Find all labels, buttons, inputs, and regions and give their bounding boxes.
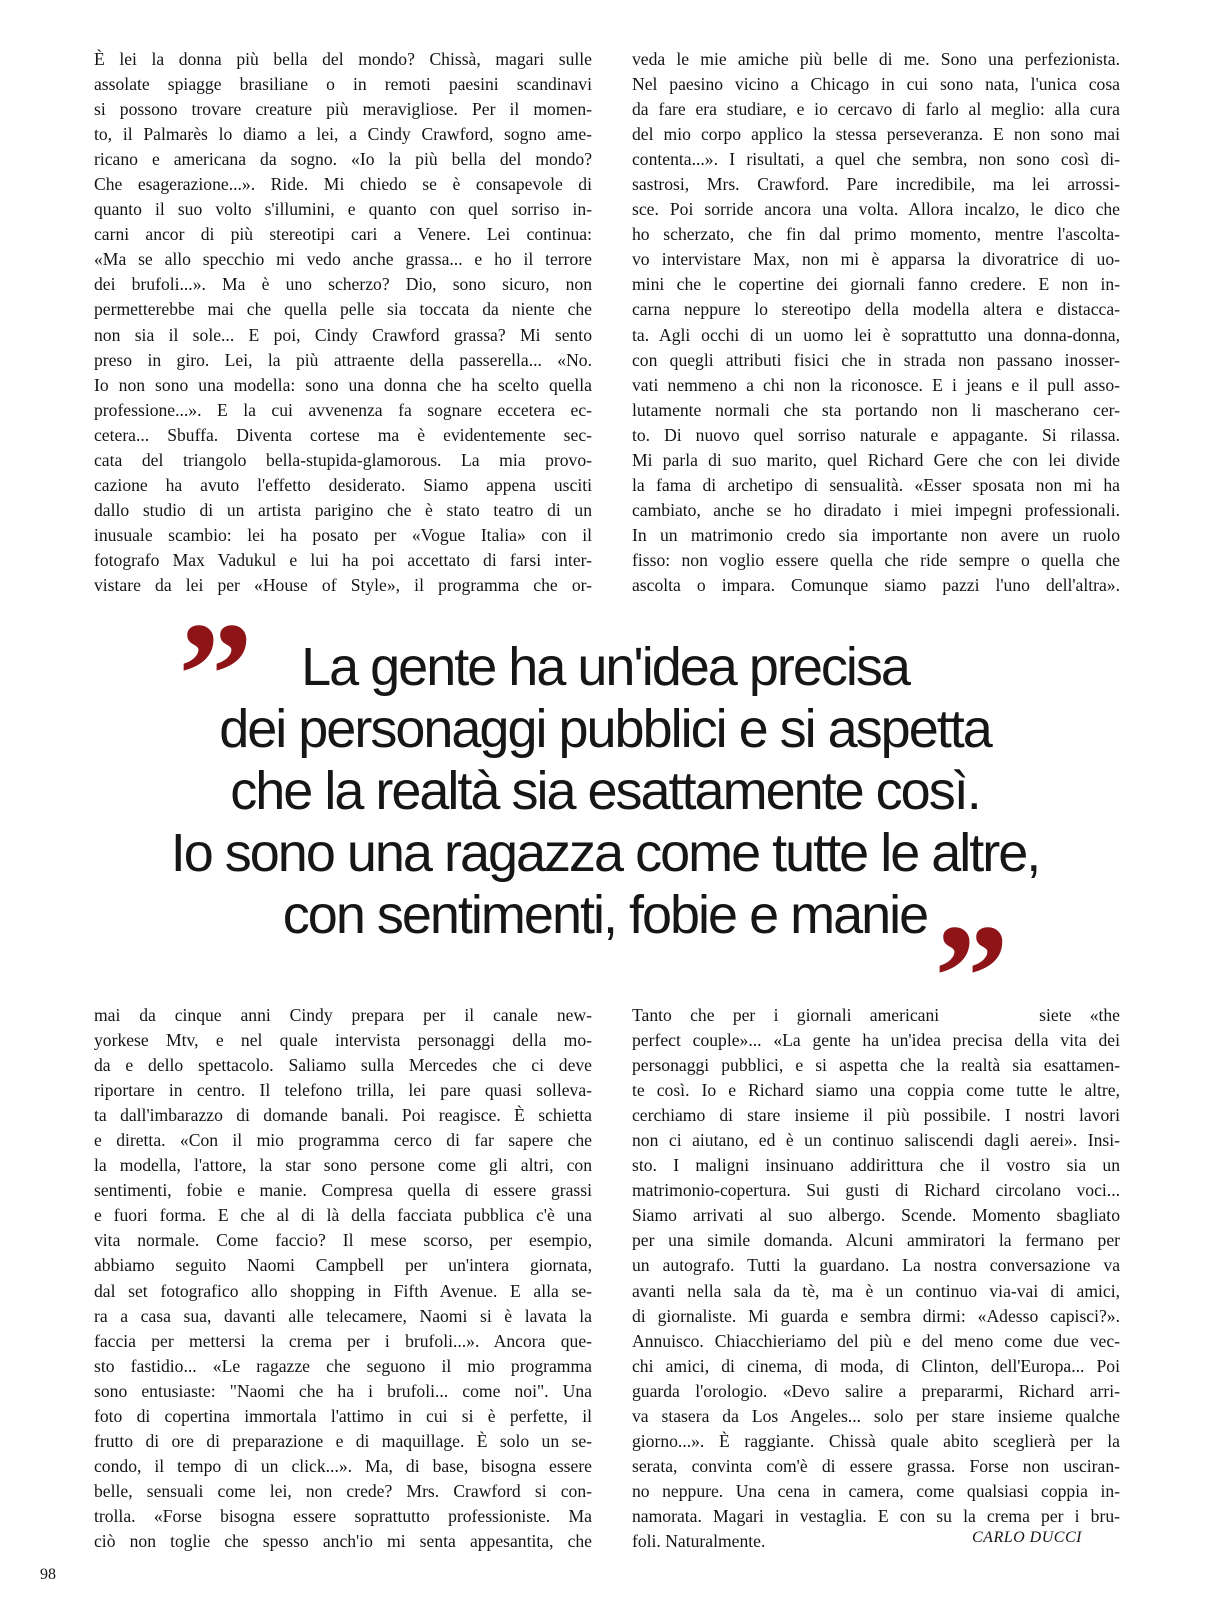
text-line: yorkese Mtv, e nel quale intervista personaggi della mo- [94, 1030, 592, 1051]
text-line: veda le mie amiche più belle di me. Sono una perfezionista. [632, 49, 1120, 69]
text-line: ho scherzato, che fin dal primo momento, mentre l'ascolta- [632, 224, 1120, 245]
text-line: ascolta o impara. Comunque siamo pazzi l'uno dell'altra». [632, 574, 1120, 595]
text-line: sentimenti, fobie e manie. Compresa quella di essere grassi [94, 1180, 592, 1201]
text-line: un autografo. Tutti la guardano. La nostra conversazione va [632, 1255, 1120, 1276]
text-line: sono entusiaste: "Naomi che ha i brufoli... come noi". Una [94, 1380, 592, 1401]
text-line: to. Di nuovo quel sorriso naturale e appagante. Si rilassa. [632, 424, 1120, 445]
text-line: e diretta. «Con il mio programma cerco di far sapere che [94, 1130, 592, 1151]
text-line: e fuori forma. E che al di là della facciata pubblica c'è una [94, 1205, 592, 1226]
text-line: abbiamo seguito Naomi Campbell per un'intera giornata, [94, 1255, 592, 1276]
text-line: perfect couple»... «La gente ha un'idea precisa della vita dei [632, 1030, 1120, 1051]
article-column-top-right [632, 47, 1120, 598]
text-line: cazione ha avuto l'effetto desiderato. Siamo appena usciti [94, 474, 592, 495]
text-line: per una simile domanda. Alcuni ammiratori la fermano per [632, 1230, 1120, 1251]
text-line: di giornaliste. Mi guarda e sembra dirmi: «Adesso capisci?». [632, 1305, 1120, 1326]
text-line: preso in giro. Lei, la più attraente della passerella... «No. [94, 349, 592, 370]
text-line: serata, convinta com'è di essere grassa. Forse non usciran- [632, 1455, 1120, 1476]
text-line: Tanto che per i giornali americani siete «the [632, 1005, 1120, 1025]
text-line: faccia per mettersi la crema per i brufoli...». Ancora que- [94, 1330, 592, 1351]
closing-quote-mark: ” [934, 894, 1009, 1060]
text-line: foto di copertina immortala l'attimo in cui si è perfette, il [94, 1405, 592, 1426]
text-line: assolate spiagge brasiliane o in remoti paesini scandinavi [94, 74, 592, 95]
text-line: condo, il tempo di un click...». Ma, di base, bisogna essere [94, 1455, 592, 1476]
text-line: con quegli attributi fisici che in strada non passano inosser- [632, 349, 1120, 370]
text-line: vistare da lei per «House of Style», il programma che or- [94, 574, 592, 595]
article-column-bottom-left [94, 1003, 592, 1554]
text-line: matrimonio-copertura. Sui gusti di Richard circolano voci... [632, 1180, 1120, 1201]
text-line: personaggi pubblici, e si aspetta che la realtà sia esattamen- [632, 1055, 1120, 1076]
text-line: fisso: non voglio essere quella che ride sempre o quella che [632, 549, 1120, 570]
pull-quote-line: con sentimenti, fobie e manie [282, 885, 928, 945]
text-line: belle, sensuali come lei, non crede? Mrs. Crawford si con- [94, 1480, 592, 1501]
text-line: Nel paesino vicino a Chicago in cui sono nata, l'unica cosa [632, 74, 1120, 95]
text-line: contenta...». I risultati, a quel che sembra, non sono così di- [632, 149, 1120, 170]
text-line: fotografo Max Vadukul e lui ha poi accettato di farsi inter- [94, 549, 592, 570]
text-line: dallo studio di un artista parigino che è stato teatro di un [94, 499, 592, 520]
text-line: chi amici, di cinema, di moda, di Clinton, dell'Europa... Poi [632, 1355, 1120, 1376]
text-line: da fare era studiare, e io cercavo di farlo al meglio: alla cura [632, 99, 1120, 120]
text-line: inusuale scambio: lei ha posato per «Vogue Italia» con il [94, 524, 592, 545]
text-line: foli. Naturalmente. [632, 1530, 766, 1551]
text-line: namorata. Magari in vestaglia. E con su la crema per i bru- [632, 1505, 1120, 1526]
text-line: permetterebbe mai che quella pelle sia toccata da niente che [94, 299, 592, 320]
text-line: Che esagerazione...». Ride. Mi chiedo se è consapevole di [94, 174, 592, 195]
text-line: In un matrimonio credo sia importante non avere un ruolo [632, 524, 1120, 545]
text-line: ciò non toglie che spesso anch'io mi senta appesantita, che [94, 1530, 592, 1551]
text-line: Siamo arrivati al suo albergo. Scende. Momento sbagliato [632, 1205, 1120, 1226]
text-line: Io non sono una modella: sono una donna che ha scelto quella [94, 374, 592, 395]
text-line: vita normale. Come faccio? Il mese scorso, per esempio, [94, 1230, 592, 1251]
article-column-bottom-right [632, 1003, 1120, 1554]
pull-quote-line: La gente ha un'idea precisa [301, 637, 909, 697]
text-line: del mio corpo applico la stessa perseveranza. E non sono mai [632, 124, 1120, 145]
text-line: cambiato, anche se ho diradato i miei impegni professionali. [632, 499, 1120, 520]
text-line: carna neppure lo stereotipo della modella altera e distacca- [632, 299, 1120, 320]
text-line: sto. I maligni insinuano addirittura che il vostro sia un [632, 1155, 1120, 1176]
text-line: ricano e americana da sogno. «Io la più bella del mondo? [94, 149, 592, 170]
text-line: quanto il suo volto s'illumini, e quanto con quel sorriso in- [94, 199, 592, 220]
text-line: avanti nella sala da tè, ma è un continuo via-vai di amici, [632, 1280, 1120, 1301]
text-line: guarda l'orologio. «Devo salire a prepararmi, Richard arri- [632, 1380, 1120, 1401]
text-line: cerchiamo di stare insieme il più possibile. I nostri lavori [632, 1105, 1120, 1126]
page-number: 98 [40, 1566, 56, 1583]
text-line: ta. Agli occhi di un uomo lei è soprattutto una donna-donna, [632, 324, 1120, 345]
opening-quote-mark: ” [178, 592, 253, 758]
text-line: mai da cinque anni Cindy prepara per il canale new- [94, 1005, 592, 1025]
author-byline: CARLO DUCCI [972, 1529, 1082, 1546]
text-line: È lei la donna più bella del mondo? Chissà, magari sulle [94, 49, 592, 69]
text-line: ta dall'imbarazzo di domande banali. Poi reagisce. È schietta [94, 1105, 592, 1126]
text-line: cetera... Sbuffa. Diventa cortese ma è evidentemente sec- [94, 424, 592, 445]
pull-quote-line: che la realtà sia esattamente così. [230, 761, 980, 821]
text-line: carni ancor di più stereotipi cari a Venere. Lei continua: [94, 224, 592, 245]
text-line: giorno...». È raggiante. Chissà quale abito sceglierà per la [632, 1430, 1120, 1451]
text-line: non ci aiutano, ed è un continuo saliscendi dagli aerei». Insi- [632, 1130, 1120, 1151]
text-line: Annuisco. Chiacchieriamo del più e del meno come due vec- [632, 1330, 1120, 1351]
text-line: mini che le copertine dei giornali fanno credere. E non in- [632, 274, 1120, 295]
text-line: «Ma se allo specchio mi vedo anche grassa... e ho il terrore [94, 249, 592, 270]
text-line: lutamente normali che sta portando non li mascherano cer- [632, 399, 1120, 420]
text-line: la fama di archetipo di sensualità. «Esser sposata non mi ha [632, 474, 1120, 495]
text-line: si possono trovare creature più meravigliose. Per il momen- [94, 99, 592, 120]
text-line: dal set fotografico allo shopping in Fifth Avenue. E alla se- [94, 1280, 592, 1301]
text-line: te così. Io e Richard siamo una coppia come tutte le altre, [632, 1080, 1120, 1101]
text-line: dei brufoli...». Ma è uno scherzo? Dio, sono sicuro, non [94, 274, 592, 295]
text-line: la modella, l'attore, la star sono persone come gli altri, con [94, 1155, 592, 1176]
pull-quote-line: Io sono una ragazza come tutte le altre, [170, 823, 1040, 883]
text-line: to, il Palmarès lo diamo a lei, a Cindy Crawford, sogno ame- [94, 124, 592, 145]
text-line: no neppure. Una cena in camera, come qualsiasi coppia in- [632, 1480, 1120, 1501]
text-line: sastrosi, Mrs. Crawford. Pare incredibile, ma lei arrossi- [632, 174, 1120, 195]
text-line: vati nemmeno a chi non la riconosce. E i jeans e il pull asso- [632, 374, 1120, 395]
text-line: va stasera da Los Angeles... solo per stare insieme qualche [632, 1405, 1120, 1426]
text-line: sce. Poi sorride ancora una volta. Allora incalzo, le dico che [632, 199, 1120, 220]
text-line: non sia il sole... E poi, Cindy Crawford grassa? Mi sento [94, 324, 592, 345]
text-line: frutto di ore di preparazione e di maquillage. È solo un se- [94, 1430, 592, 1451]
text-line: trolla. «Forse bisogna essere soprattutto professioniste. Ma [94, 1505, 592, 1526]
text-line: professione...». E la cui avvenenza fa sognare eccetera ec- [94, 399, 592, 420]
text-line: riportare in centro. Il telefono trilla, lei pare quasi solleva- [94, 1080, 592, 1101]
text-line: da e dello spettacolo. Saliamo sulla Mercedes che ci deve [94, 1055, 592, 1076]
text-line: sto fastidio... «Le ragazze che seguono il mio programma [94, 1355, 592, 1376]
text-line: cata del triangolo bella-stupida-glamorous. La mia provo- [94, 449, 592, 470]
text-line: vo intervistare Max, non mi è apparsa la divoratrice di uo- [632, 249, 1120, 270]
article-column-top-left [94, 47, 592, 598]
text-line: Mi parla di suo marito, quel Richard Gere che con lei divide [632, 449, 1120, 470]
pull-quote-line: dei personaggi pubblici e si aspetta [219, 699, 991, 759]
text-line: ra a casa sua, davanti alle telecamere, Naomi si è lavata la [94, 1305, 592, 1326]
